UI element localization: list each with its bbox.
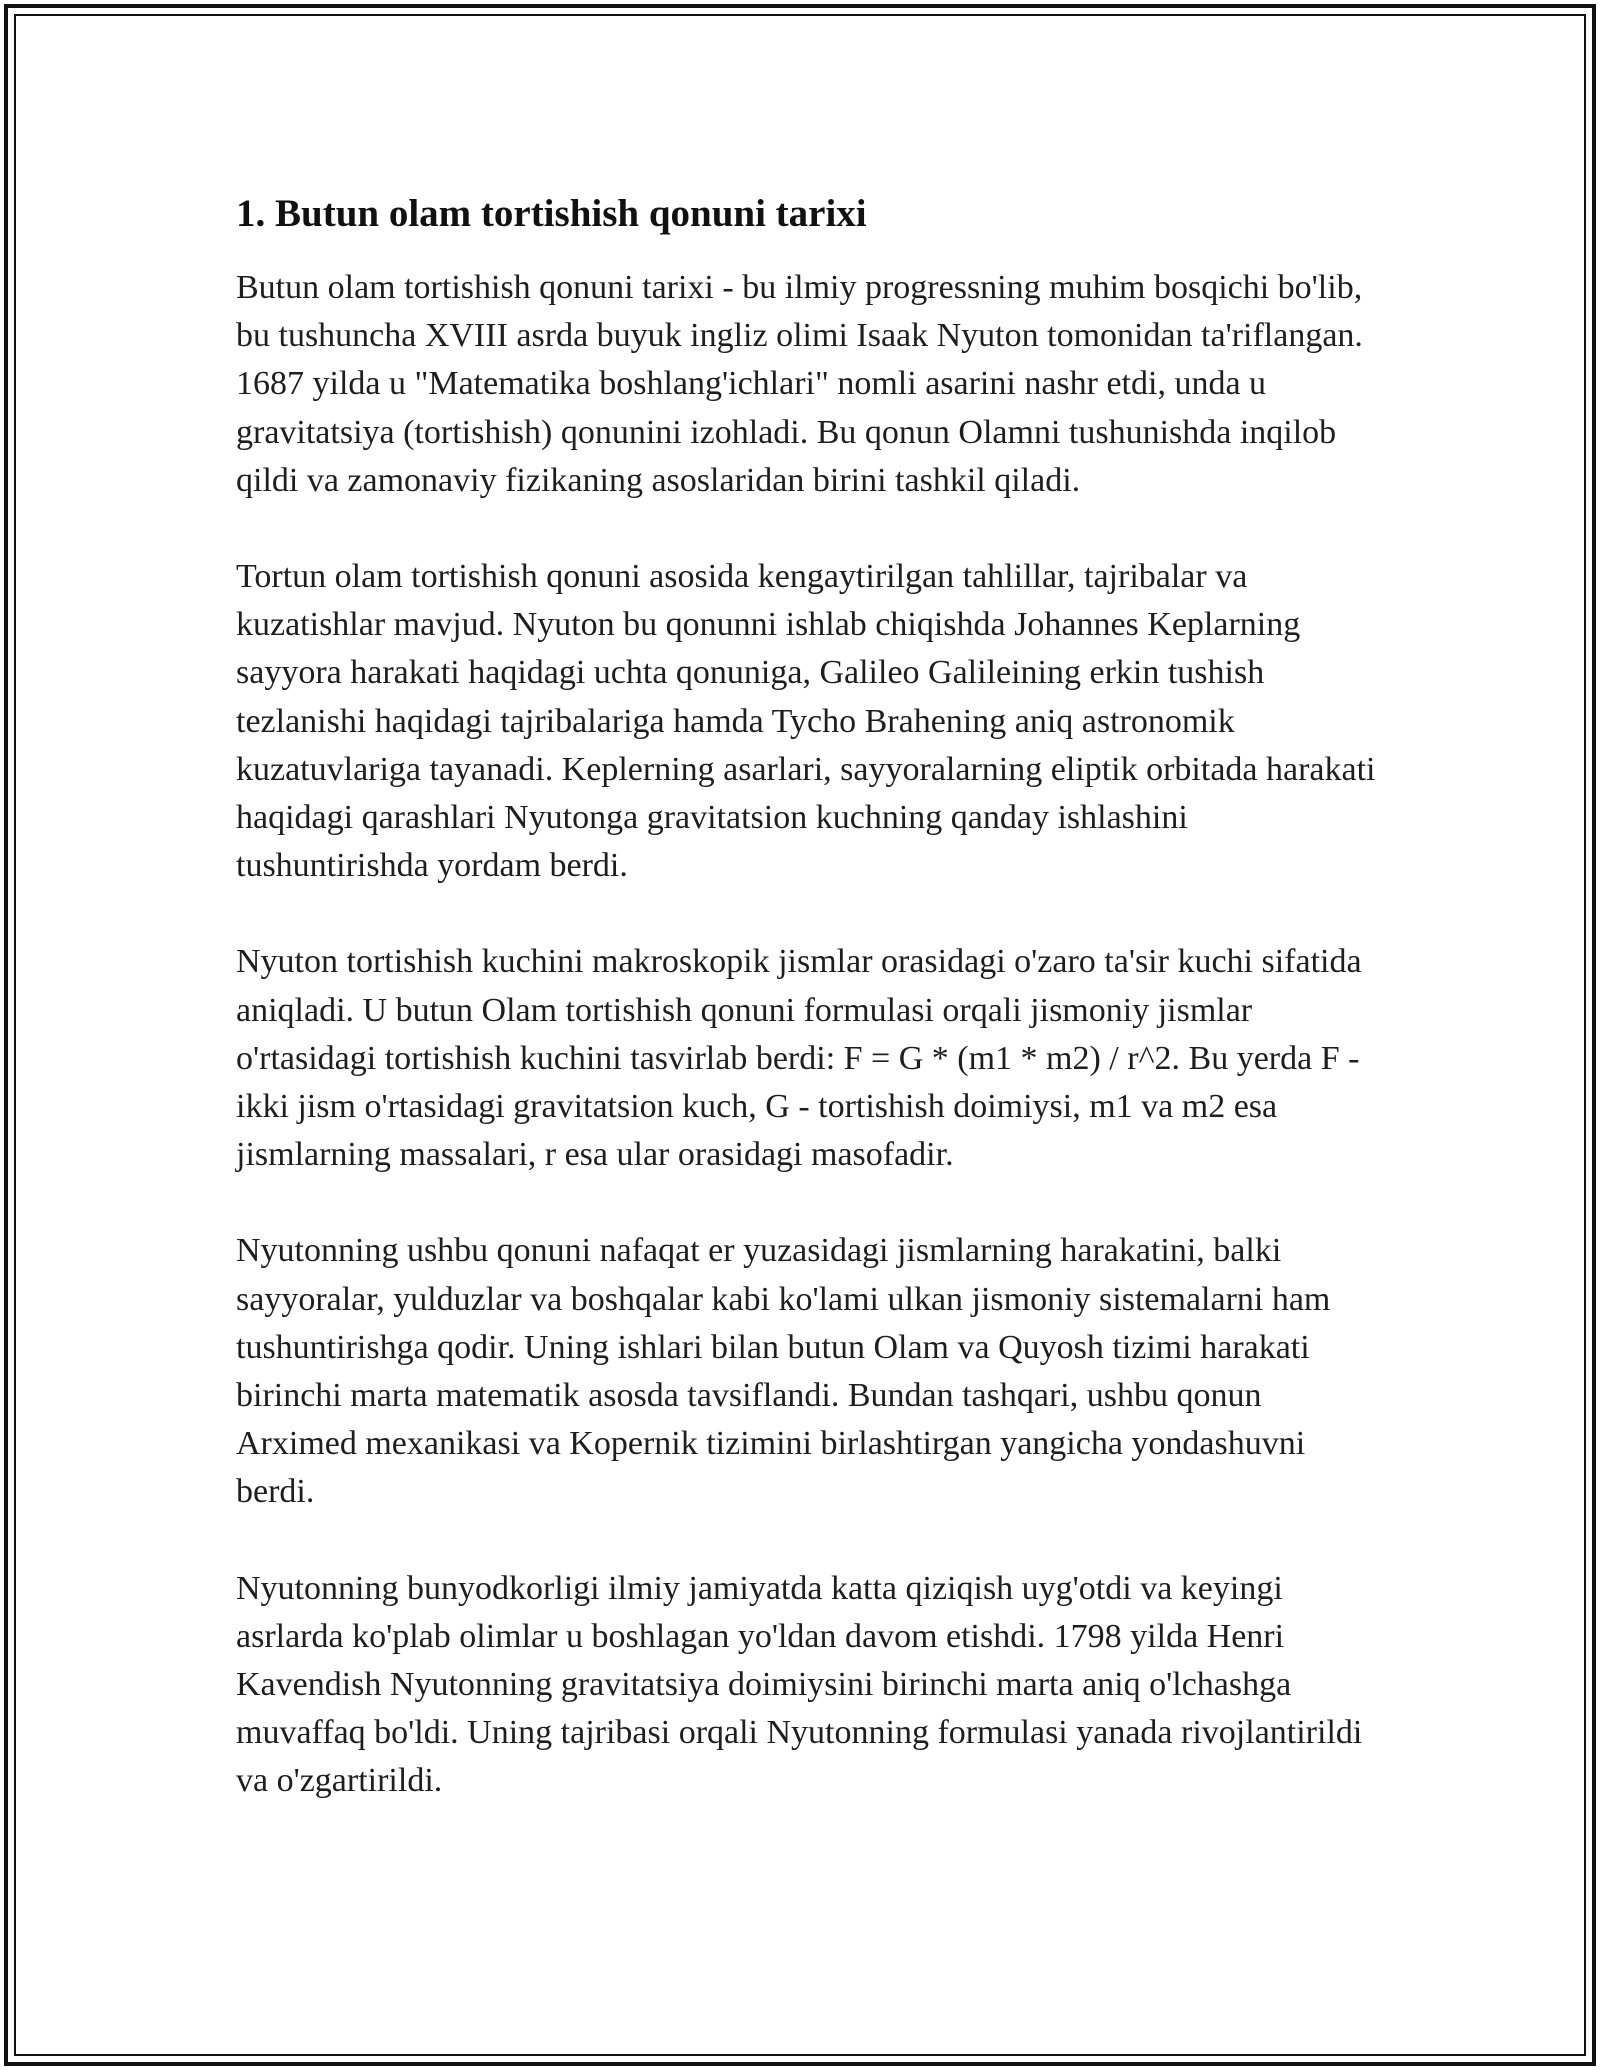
document-body xyxy=(236,186,1376,1806)
paragraph-foundations: Tortun olam tortishish qonuni asosida kengaytirilgan tahlillar, tajribalar va kuzatishlar mavjud. Nyuton bu qonunni ishlab chiqishda Johannes Keplarning sayyora harakati haqidagi uchta qonuniga, Galileo Galileining erkin tushish tezlanishi haqidagi tajribalariga hamda Tycho Brahening aniq astronomik kuzatuvlariga tayanadi. Keplerning asarlari, sayyoralarning eliptik orbitada harakati haqidagi qarashlari Nyutonga gravitatsion kuchning qanday ishlashini tushuntirishda yordam berdi. xyxy=(236,558,1376,885)
paragraph-scope: Nyutonning ushbu qonuni nafaqat er yuzasidagi jismlarning harakatini, balki sayyoralar, yulduzlar va boshqalar kabi ko'lami ulkan jismoniy sistemalarni ham tushuntirishga qodir. Uning ishlari bilan butun Olam va Quyosh tizimi harakati birinchi marta matematik asosda tavsiflandi. Bundan tashqari, ushbu qonun Arximed mexanikasi va Kopernik tizimini birlashtirgan yangicha yondashuvni berdi. xyxy=(236,1232,1331,1511)
paragraph-formula: Nyuton tortishish kuchini makroskopik jismlar orasidagi o'zaro ta'sir kuchi sifatida aniqladi. U butun Olam tortishish qonuni formulasi orqali jismoniy jismlar o'rtasidagi tortishish kuchini tasvirlab berdi: F = G * (m1 * m2) / r^2. Bu yerda F - ikki jism o'rtasidagi gravitatsion kuch, G - tortishish doimiysi, m1 va m2 esa jismlarning massalari, r esa ular orasidagi masofadir. xyxy=(236,943,1362,1174)
section-title: 1. Butun olam tortishish qonuni tarixi xyxy=(236,192,867,235)
paragraph-legacy: Nyutonning bunyodkorligi ilmiy jamiyatda katta qiziqish uyg'otdi va keyingi asrlarda ko'plab olimlar u boshlagan yo'ldan davom etishdi. 1798 yilda Henri Kavendish Nyutonning gravitatsiya doimiysini birinchi marta aniq o'lchashga muvaffaq bo'ldi. Uning tajribasi orqali Nyutonning formulasi yanada rivojlantirildi va o'zgartirildi. xyxy=(236,1569,1363,1800)
paragraph-history-intro: Butun olam tortishish qonuni tarixi - bu ilmiy progressning muhim bosqichi bo'lib, bu tushuncha XVIII asrda buyuk ingliz olimi Isaak Nyuton tomonidan ta'riflangan. 1687 yilda u "Matematika boshlang'ichlari" nomli asarini nashr etdi, unda u gravitatsiya (tortishish) qonunini izohladi. Bu qonun Olamni tushunishda inqilob qildi va zamonaviy fizikaning asoslaridan birini tashkil qiladi. xyxy=(236,269,1363,499)
